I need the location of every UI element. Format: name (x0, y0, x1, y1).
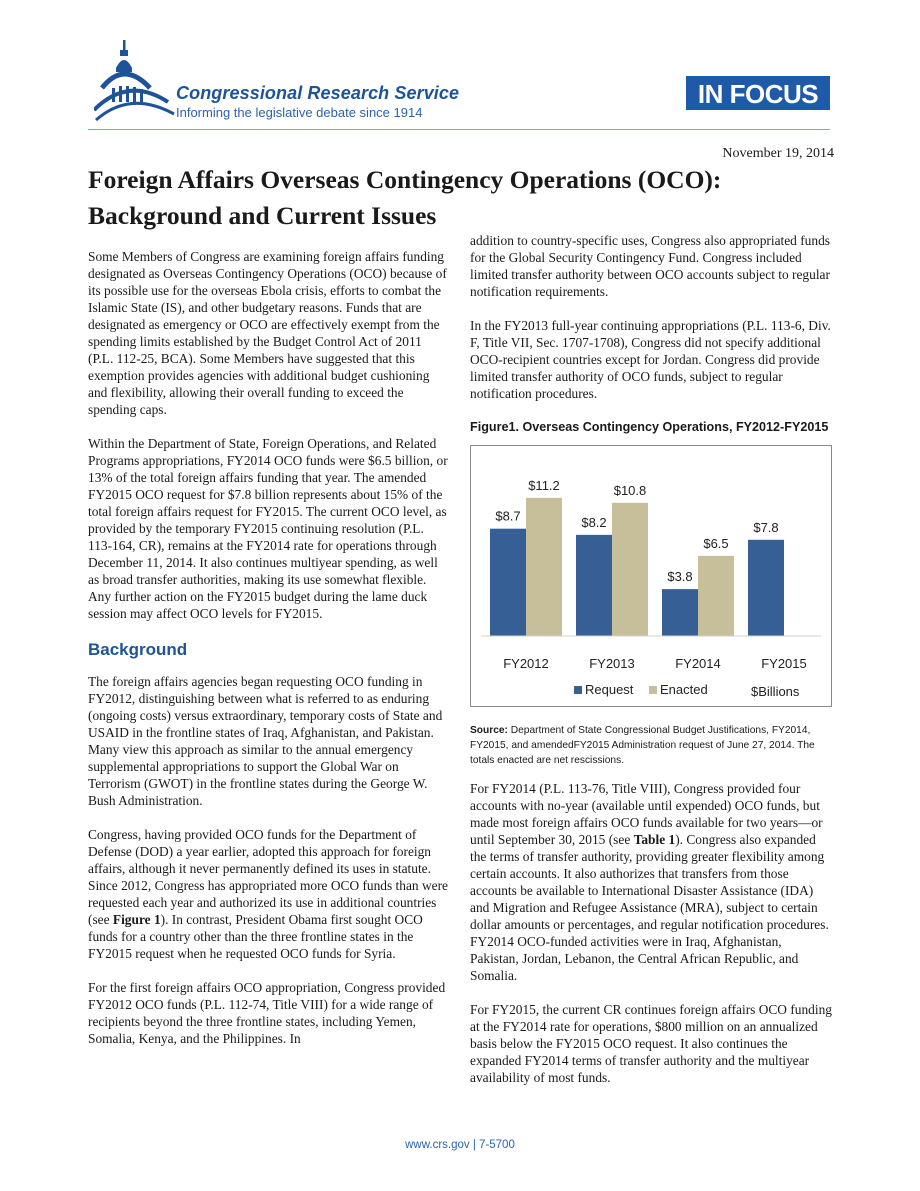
source-label: Source: (470, 725, 508, 736)
section-heading-background: Background (88, 640, 188, 659)
org-tagline: Informing the legislative debate since 1914 (176, 105, 423, 120)
source-text: Department of State Congressional Budget Justifications, FY2014, FY2015, and amendedFY2015 Administration request of June 27, 2014. The totals enacted are net rescissions. (470, 725, 815, 766)
in-focus-badge: IN FOCUS (686, 76, 830, 110)
paragraph: Some Members of Congress are examining foreign affairs funding designated as Overseas Contingency Operations (OCO) because of its possible use for the overseas Ebola crisis, efforts to combat the Islamic State (IS), and other budgetary reasons. Funds that are designated as emergency or OCO are effectively exempt from the spending limits established by the Budget Control Act of 2011 (P.L. 112-25, BCA). Some Members have suggested that this exemption provides agencies with additional budget cushioning and flexibility, allowing their overall funding to exceed the spending caps. (88, 249, 447, 417)
data-label: $11.2 (528, 477, 560, 493)
report-date: November 19, 2014 (722, 146, 834, 161)
figure-reference-link[interactable]: Figure 1 (112, 912, 161, 927)
data-label: $6.5 (703, 535, 729, 551)
org-name: Congressional Research Service (176, 83, 460, 103)
chart-canvas (471, 446, 831, 706)
bar-enacted-fy2014 (698, 556, 734, 636)
paragraph (88, 826, 450, 962)
x-tick-label: FY2013 (589, 656, 635, 671)
legend-swatch-enacted (649, 686, 657, 694)
paragraph: Within the Department of State, Foreign Operations, and Related Programs appropriations, FY2014 OCO funds were $6.5 billion, or 13% of the total foreign affairs funding that year. The amended FY2015 OCO request for $7.8 billion represents about 15% of the total foreign affairs request for FY2015. The current OCO level, as provided by the temporary FY2015 continuing resolution (P.L. 113-164, CR), remains at the FY2014 rate for operations through December 11, 2014. It also continues multiyear spending, as well as broad transfer authorities, making its use somewhat flexible. Any further action on the FY2015 budget during the lame duck session may affect OCO levels for FY2015. (88, 436, 448, 621)
crs-capitol-logo (94, 38, 176, 124)
bar-request-fy2014 (662, 589, 698, 636)
x-tick-label: FY2014 (675, 656, 721, 671)
data-label: $10.8 (613, 482, 647, 498)
x-tick-label: FY2015 (761, 656, 807, 671)
report-title: Foreign Affairs Overseas Contingency Operations (OCO): Background and Current Issues (88, 165, 722, 230)
bar-enacted-fy2012 (526, 498, 562, 636)
legend-swatch-request (574, 686, 582, 694)
bar-request-fy2013 (576, 535, 612, 636)
paragraph: addition to country-specific uses, Congress also appropriated funds for the Global Security Contingency Fund. Congress included limited transfer authority between OCO accounts subject to regular notification requirements. (470, 233, 830, 299)
data-label: $8.2 (581, 514, 607, 530)
data-label: $3.8 (667, 569, 693, 585)
data-label: $7.8 (753, 519, 779, 535)
x-tick-label: FY2012 (503, 656, 549, 671)
text-span: ). In contrast, President Obama first sought OCO funds for a country other than the three frontline states in the FY2015 request when he requested OCO funds for Syria. (88, 912, 423, 961)
left-column (88, 248, 450, 1064)
paragraph: For FY2015, the current CR continues foreign affairs OCO funding at the FY2014 rate for operations, $800 million on an annualized basis below the FY2015 OCO request. It also continues the expanded FY2014 terms of transfer authority and the multiyear availability of most funds. (470, 1002, 832, 1085)
header-divider (88, 129, 830, 130)
right-column (470, 232, 832, 1103)
footer-link[interactable]: www.crs.gov | 7-5700 (405, 1139, 515, 1151)
bar-request-fy2015 (748, 540, 784, 636)
figure-caption: Figure1. Overseas Contingency Operations, FY2012-FY2015 (470, 420, 829, 434)
data-label: $8.7 (495, 508, 521, 524)
text-span: ). Congress also expanded the terms of transfer authority, providing greater flexibility among certain accounts. It also authorizes that transfers from those accounts be available to International Disaster Assistance (IDA) and Migration and Refugee Assistance (MRA), subject to certain dollar amounts or percentages, and regular notification procedures. FY2014 OCO-funded activities were in Iraq, Afghanistan, Pakistan, Jordan, Lebanon, the Central African Republic, and Somalia. (470, 832, 829, 983)
legend-label-request: Request (585, 682, 634, 697)
table-reference-link[interactable]: Table 1 (633, 832, 676, 847)
oco-bar-chart (470, 445, 832, 707)
text-span: Congress, having provided OCO funds for the Department of Defense (DOD) a year earlier, adopted this approach for foreign affairs, although it never permanently defined its uses in statute. Since 2012, Congress has appropriated more OCO funds than were requested each year and authorized its use in additional countries (see (88, 827, 448, 927)
text-span: For FY2014 (P.L. 113-76, Title VIII), Congress provided four accounts with no-year (available until expended) OCO funds, but made most foreign affairs OCO funds available for two years—or until September 30, 2015 (see (470, 781, 823, 847)
paragraph (470, 780, 832, 984)
legend-label-enacted: Enacted (660, 682, 708, 697)
paragraph: The foreign affairs agencies began requesting OCO funding in FY2012, distinguishing between what is referred to as enduring (ongoing costs) versus extraordinary, temporary costs of State and USAID in the frontline states of Iraq, Afghanistan, and Pakistan. Many view this approach as similar to the annual emergency supplemental appropriations to support the Global War on Terrorism (GWOT) in the frontline states during the George W. Bush Administration. (88, 674, 443, 808)
bar-request-fy2012 (490, 529, 526, 636)
bar-enacted-fy2013 (612, 503, 648, 636)
paragraph: In the FY2013 full-year continuing appropriations (P.L. 113-6, Div. F, Title VII, Sec. 1707-1708), Congress did not specify additional OCO-recipient countries except for Jordan. Congress did provide limited transfer authority of OCO funds, subject to regular notification procedures. (470, 318, 831, 401)
figure-source-note (470, 723, 832, 768)
paragraph: For the first foreign affairs OCO appropriation, Congress provided FY2012 OCO funds (P.L. 112-74, Title VIII) for a wide range of recipients beyond the three frontline states, including Yemen, Somalia, Kenya, and the Philippines. In (88, 980, 446, 1046)
units-label: $Billions (751, 684, 800, 699)
